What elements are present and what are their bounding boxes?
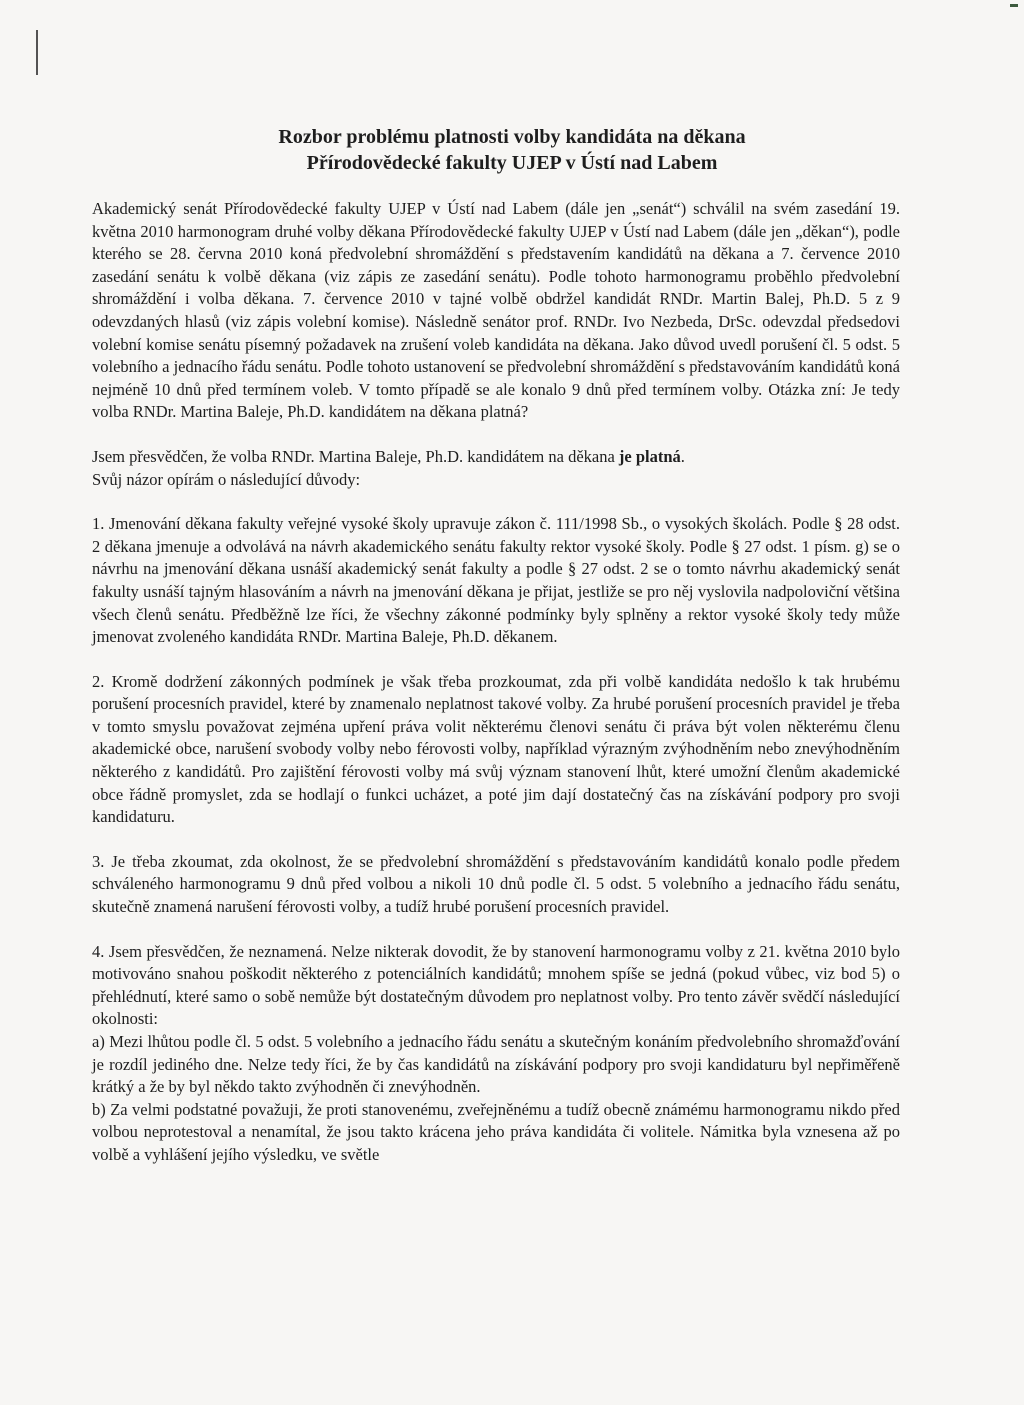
scan-artifact [1010,4,1018,7]
opinion-bold-text: je platná [618,446,681,466]
paragraph-point-2: 2. Kromě dodržení zákonných podmínek je však třeba prozkoumat, zda při volbě kandidáta nedošlo k tak hrubému porušení procesních pravidel, které by znamenalo neplatnost takové volby. Za hrubé porušení procesních pravidel je třeba v tomto smyslu považovat zejména upření práva volit některému členovi senátu či práva být volen některému členu akademické obce, narušení svobody volby nebo férovosti volby, například výrazným zvýhodněním nebo znevýhodněním některého z kandidátů. Pro zajištění férovosti volby má svůj význam stanovení lhůt, které umožní členům akademické obce řádně promyslet, zda se hodlají o funkci ucházet, a poté jim dají dostatečný čas na získávání podpory pro svoji kandidaturu. [92,671,900,827]
paragraph-point-4b: b) Za velmi podstatné považuji, že proti stanovenému, zveřejněnému a tudíž obecně známému harmonogramu nikdo před volbou neprotestoval a nenamítal, že jsou takto krácena jeho práva kandidáta či volitele. Námitka byla vznesena až po volbě a vyhlášení jejího výsledku, ve světle [92,1099,900,1164]
paragraph-opinion [92,446,900,469]
opinion-suffix: . [680,446,685,466]
opinion-text: Jsem přesvědčen, že volba RNDr. Martina Baleje, Ph.D. kandidátem na děkana [92,446,619,466]
paragraph-point-4a: a) Mezi lhůtou podle čl. 5 odst. 5 volebního a jednacího řádu senátu a skutečným konáním předvolebního shromažďování je rozdíl jediného dne. Nelze tedy říci, že by čas kandidátů na získávání podpory pro svoji kandidaturu byl nepřiměřeně krátký a že by byl někdo takto zvýhodněn či znevýhodněn. [92,1032,900,1097]
paragraph-point-4: 4. Jsem přesvědčen, že neznamená. Nelze nikterak dovodit, že by stanovení harmonogramu volby z 21. května 2010 bylo motivováno snahou poškodit některého z potenciálních kandidátů; mnohem spíše se jedná (pokud vůbec, viz bod 5) o přehlédnutí, které samo o sobě nemůže být dostatečným důvodem pro neplatnost volby. Pro tento závěr svědčí následující okolnosti: [92,941,900,1029]
document-body [92,198,900,1167]
paragraph-point-3: 3. Je třeba zkoumat, zda okolnost, že se předvolební shromáždění s představováním kandidátů konalo podle předem schváleného harmonogramu 9 dnů před volbou a nikoli 10 dnů podle čl. 5 odst. 5 volebního a jednacího řádu senátu, skutečně znamená narušení férovosti volby, a tudíž hrubé porušení procesních pravidel. [92,851,900,917]
title-line-2: Přírodovědecké fakulty UJEP v Ústí nad Labem [306,152,718,174]
paragraph-point-1: 1. Jmenování děkana fakulty veřejné vysoké školy upravuje zákon č. 111/1998 Sb., o vysokých školách. Podle § 28 odst. 2 děkana jmenuje a odvolává na návrh akademického senátu fakulty rektor vysoké školy. Podle § 27 odst. 1 písm. g) se o návrhu na jmenování děkana usnáší akademický senát fakulty a podle § 27 odst. 2 se o tomto návrhu akademický senát fakulty usnáší tajným hlasováním a návrh na jmenování děkana je přijat, jestliže se pro něj vyslovila nadpoloviční většina všech členů senátu. Předběžně lze říci, že všechny zákonné podmínky byly splněny a rektor vysoké školy tedy může jmenovat zvoleného kandidáta RNDr. Martina Baleje, Ph.D. děkanem. [92,514,900,647]
document-title [0,124,1024,176]
title-line-1: Rozbor problému platnosti volby kandidáta na děkana [278,126,746,148]
paragraph-intro: Akademický senát Přírodovědecké fakulty UJEP v Ústí nad Labem (dále jen „senát“) schválil na svém zasedání 19. května 2010 harmonogram druhé volby děkana Přírodovědecké fakulty UJEP v Ústí nad Labem (dále jen „děkan“), podle kterého se 28. června 2010 koná předvolební shromáždění s představením kandidátů na děkana a 7. července 2010 zasedání senátu k volbě děkana (viz zápis ze zasedání senátu). Podle tohoto harmonogramu proběhlo předvolební shromáždění i volba děkana. 7. července 2010 v tajné volbě obdržel kandidát RNDr. Martin Balej, Ph.D. 5 z 9 odevzdaných hlasů (viz zápis volební komise). Následně senátor prof. RNDr. Ivo Nezbeda, DrSc. odevzdal předsedovi volební komise senátu písemný požadavek na zrušení voleb kandidáta na děkana. Jako důvod uvedl porušení čl. 5 odst. 5 volebního a jednacího řádu senátu. Podle tohoto ustanovení se předvolební shromáždění s představováním kandidátů koná nejméně 10 dnů před termínem voleb. V tomto případě se ale konalo 9 dnů před termínem volby. Otázka zní: Je tedy volba RNDr. Martina Baleje, Ph.D. kandidátem na děkana platná? [92,199,900,422]
scan-artifact [36,30,38,75]
paragraph-opinion-reasons: Svůj názor opírám o následující důvody: [92,469,361,489]
